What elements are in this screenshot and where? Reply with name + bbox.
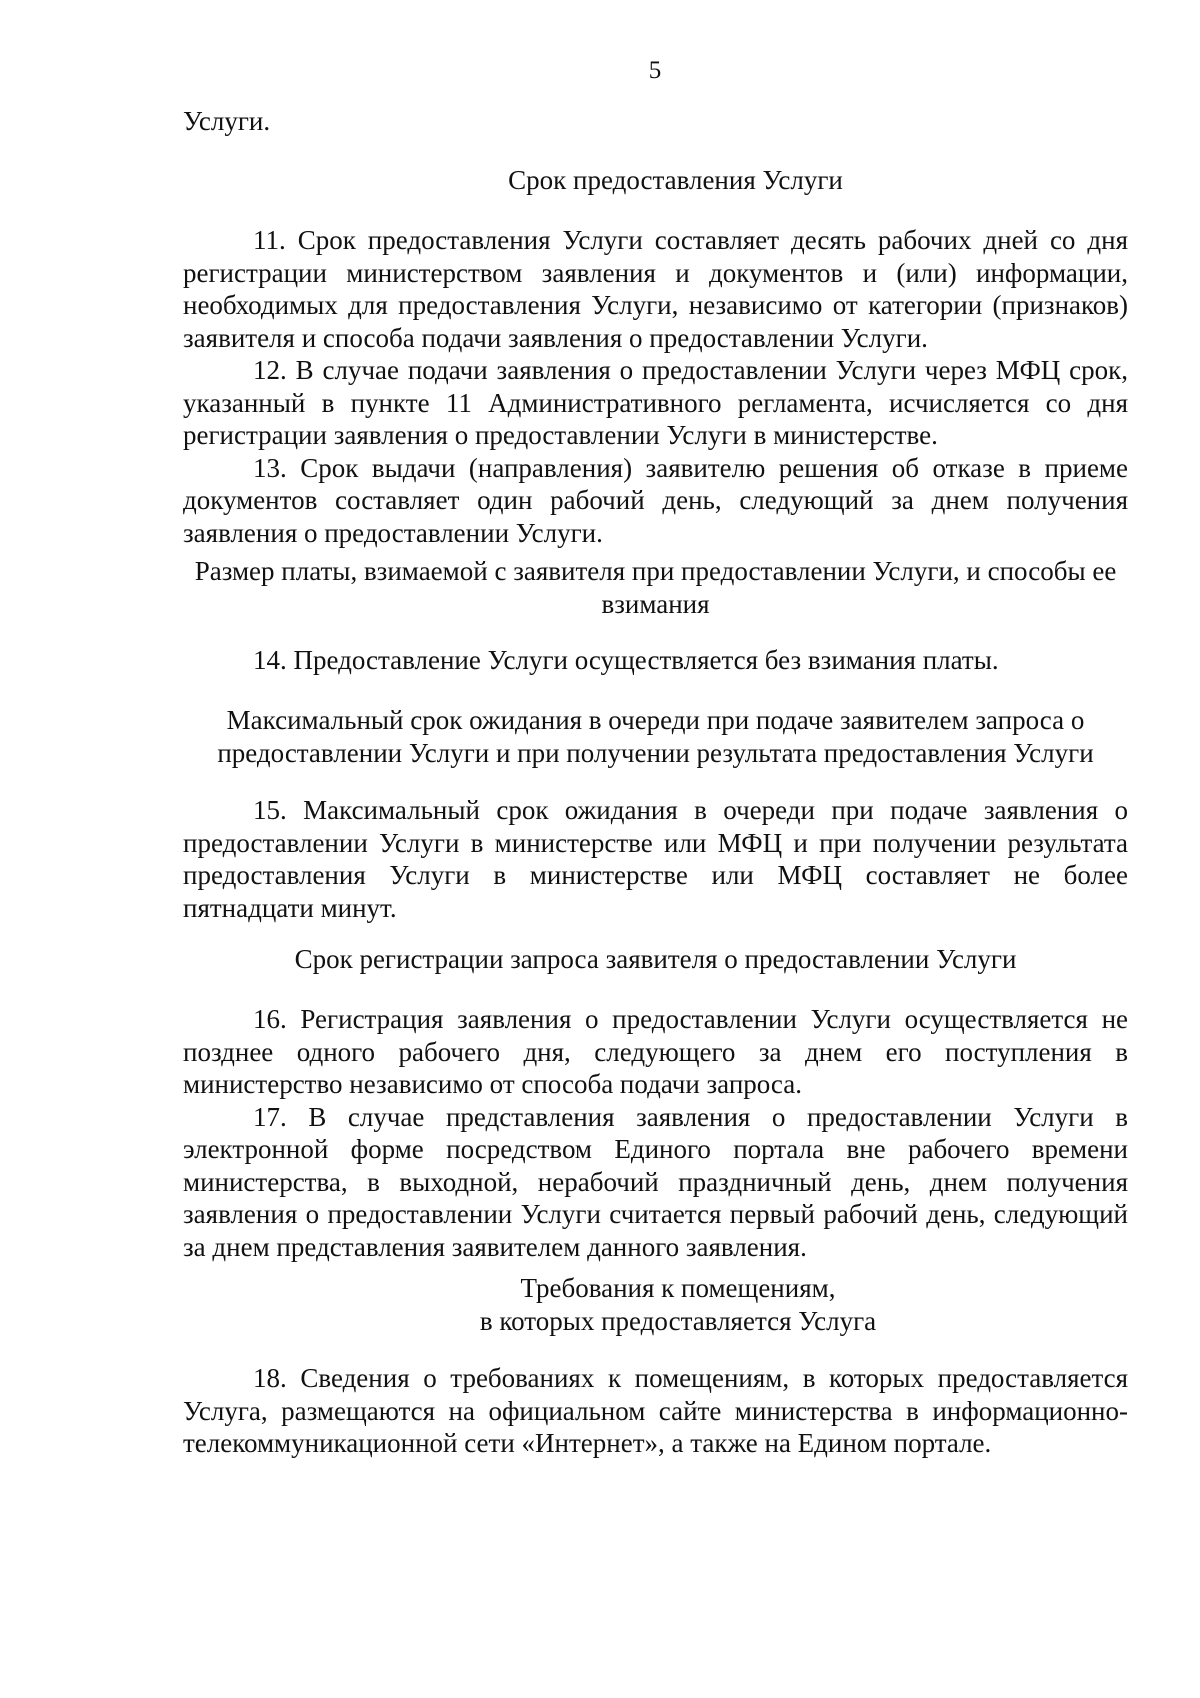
- paragraph-16: 16. Регистрация заявления о предоставлении Услуги осуществляется не позднее одного рабочего дня, следующего за днем его поступления в министерство независимо от способа подачи запроса.: [183, 1004, 1128, 1099]
- section-queue-time-body: [183, 794, 1128, 924]
- paragraph-13: 13. Срок выдачи (направления) заявителю решения об отказе в приеме документов составляет один рабочий день, следующий за днем получения заявления о предоставлении Услуги.: [183, 452, 1128, 548]
- section-heading-line1: Требования к помещениям,: [520, 1273, 836, 1303]
- section-service-period: [183, 164, 1128, 197]
- section-heading: Срок предоставления Услуги: [508, 165, 843, 195]
- section-fee-body: [183, 644, 1128, 677]
- section-premises-body: [183, 1362, 1128, 1460]
- paragraph-15: 15. Максимальный срок ожидания в очереди при подаче заявления о предоставлении Услуги в министерстве или МФЦ и при получении результата предоставления Услуги в министерстве или МФЦ составляет не более пятнадцати минут.: [183, 795, 1128, 923]
- paragraph-14: 14. Предоставление Услуги осуществляется без взимания платы.: [253, 645, 999, 675]
- section-registration-body: [183, 1003, 1128, 1263]
- page-number: 5: [648, 57, 662, 84]
- paragraph-12: 12. В случае подачи заявления о предоставлении Услуги через МФЦ срок, указанный в пункте 11 Административного регламента, исчисляется со дня регистрации заявления о предоставлении Услуги в министерстве.: [183, 355, 1128, 450]
- paragraph-11: 11. Срок предоставления Услуги составляет десять рабочих дней со дня регистрации министерством заявления и документов и (или) информации, необходимых для предоставления Услуги, независимо от категории (признаков) заявителя и способа подачи заявления о предоставлении Услуги.: [183, 225, 1128, 353]
- section-heading: Срок регистрации запроса заявителя о предоставлении Услуги: [294, 944, 1017, 974]
- section-premises: [183, 1272, 1128, 1337]
- section-heading: Максимальный срок ожидания в очереди при подаче заявителем запроса о предоставлении Услуги и при получении результата предоставления Услуги: [217, 705, 1094, 768]
- section-heading: Размер платы, взимаемой с заявителя при предоставлении Услуги, и способы ее взимания: [194, 556, 1117, 619]
- section-heading-line2: в которых предоставляется Услуга: [479, 1305, 877, 1336]
- section-queue-time: [183, 704, 1128, 769]
- section-registration: [183, 943, 1128, 976]
- paragraph-17: 17. В случае представления заявления о предоставлении Услуги в электронной форме посредством Единого портала вне рабочего времени министерства, в выходной, нерабочий праздничный день, днем получения заявления о предоставлении Услуги считается первый рабочий день, следующий за днем представления заявителем данного заявления.: [183, 1101, 1128, 1262]
- paragraph-18: 18. Сведения о требованиях к помещениям, в которых предоставляется Услуга, размещаются на официальном сайте министерства в информационно-телекоммуникационной сети «Интернет», а также на Едином портале.: [183, 1363, 1128, 1458]
- continuation-text: Услуги.: [183, 106, 271, 136]
- section-fee: [183, 555, 1128, 620]
- section-service-period-body: [183, 224, 1128, 549]
